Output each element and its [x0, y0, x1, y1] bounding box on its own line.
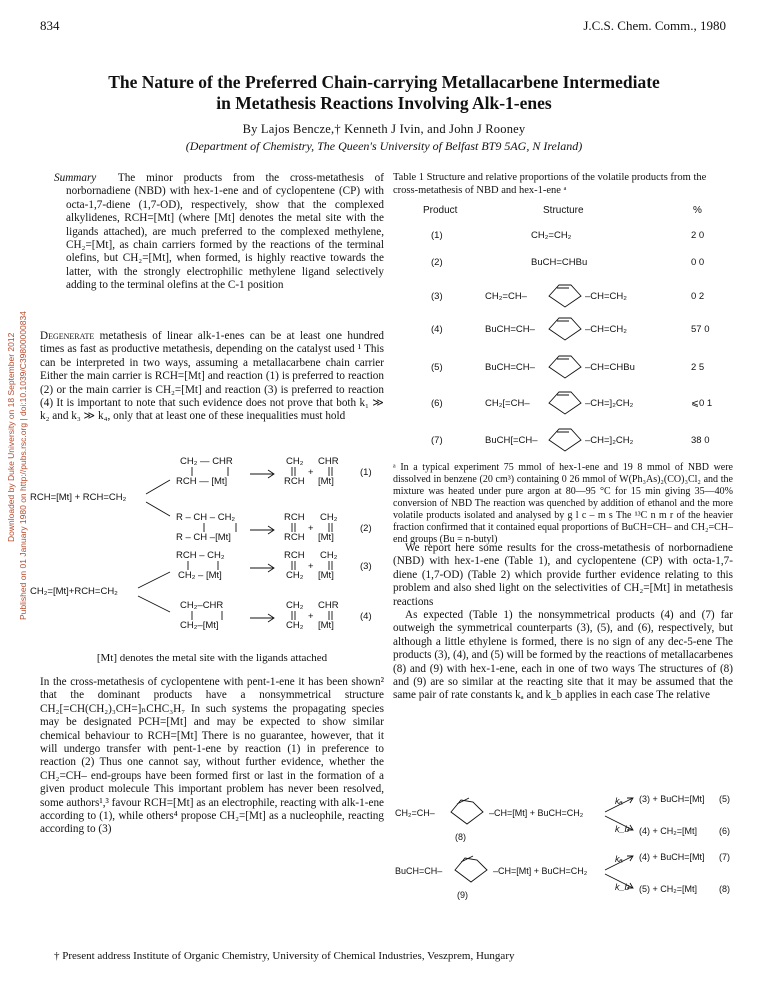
intro-lead: Degenerate [40, 330, 95, 342]
summary [54, 172, 384, 293]
cyclopentene-ring-icon [545, 315, 585, 343]
article-title [40, 72, 728, 114]
r2-product-2-top: CH₂ [320, 512, 338, 523]
table-cell-structure-right: –CH=CH₂ [585, 324, 627, 335]
summary-text: The minor products from the cross-metathesis of norbornadiene (NBD) with hex-1-ene and of cyclopentene (CP) with octa-1,7-diene (1,7-OD), respectively, show that the complexed alkylidenes, RCH=[Mt] (where [Mt] denotes the metal site with the ligands attached), are much preferred to the complexed methylene, CH₂=[Mt], as chain carriers formed by the reactions of the terminal olefins, but CH₂=[Mt], when formed, is highly reactive towards the latter, with the strongly electrophilic methylene ligand selectively adding to the terminal olefins at the C-1 position [66, 172, 385, 292]
table-cell-structure-left: CH₂=CH₂ [531, 230, 572, 241]
table-cell-product: (7) [431, 435, 443, 446]
title-line-2: in Metathesis Reactions Involving Alk-1-enes [216, 93, 552, 113]
r2-product-1-top: RCH [284, 512, 305, 523]
eq-number-6: (6) [719, 826, 730, 836]
title-line-1: The Nature of the Preferred Chain-carrying Metallacarbene Intermediate [108, 72, 660, 92]
table-cell-structure-left: BuCH=CHBu [531, 257, 588, 268]
s8-ka: kₐ [615, 796, 623, 806]
r4-plus: + [308, 611, 314, 622]
r3-forward-arrow [250, 564, 274, 572]
r1-product-2-top: CHR [318, 456, 339, 467]
eq-number-1: (1) [360, 467, 372, 478]
table-header-structure: Structure [543, 205, 584, 216]
table-cell-percent: ⩽0 1 [691, 398, 713, 409]
r3-plus: + [308, 561, 314, 572]
eq-number-7: (7) [719, 852, 730, 862]
r4-forward-arrow [250, 614, 274, 622]
intro-text: metathesis of linear alk-1-enes can be at least one hundred times as fast as productive metathesis, depending on the catalyst used ¹ This can be interpreted in two ways, assuming a metallacarbene chain carrier Either the main carrier is RCH=[Mt] and reaction (1) is preferred to reaction (2) or the main carrier is CH₂=[Mt] and reaction (3) is preferred to reaction (4) It is important to note that such evidence does not prove that both k₁ ≫ k₂ and k₃ ≫ k₄, only that at least one of these inequalities must hold [40, 330, 385, 423]
r1-product-1-top: CH₂ [286, 456, 304, 467]
r1-product-1-bottom: RCH [284, 476, 305, 487]
r2-branch-arrow [146, 502, 170, 516]
paragraph-3-text: We report here some results for the cross-metathesis of norbornadiene (NBD) with hex-1-ene (Table 1), and cyclopentene (CP) with octa-1,7-diene (1,7-OD) (Table 2) which provide further evidence relating to this problem and also shed light on the selectivities of CH₂=[Mt] in metathesis reactions [393, 542, 733, 608]
journal-header: J.C.S. Chem. Comm., 1980 [583, 18, 726, 33]
cyclopentene-ring-icon [545, 282, 585, 310]
r2-forward-arrow [250, 526, 274, 534]
table-cell-structure-right: –CH=]₂CH₂ [585, 398, 634, 409]
r3-product-1-top: RCH [284, 550, 305, 561]
r2-product-1-bottom: RCH [284, 532, 305, 543]
r4-product-1-top: CH₂ [286, 600, 304, 611]
mt-caption: [Mt] denotes the metal site with the ligands attached [96, 652, 328, 664]
table-cell-product: (3) [431, 291, 443, 302]
r1-intermediate-top: CH₂ — CHR [180, 456, 233, 467]
r4-intermediate-bottom: CH₂–[Mt] [180, 620, 219, 631]
eq-number-8: (8) [719, 884, 730, 894]
s8-product-a: (3) + BuCH=[Mt] [639, 794, 705, 804]
table-cell-structure-left: BuCH=CH– [485, 362, 535, 373]
s9-ring [455, 856, 487, 882]
r1-reagent: RCH=[Mt] + RCH=CH₂ [30, 492, 127, 503]
r1-branch-arrow [146, 480, 170, 494]
table-cell-structure-left: BuCH=CH– [485, 324, 535, 335]
eq-number-4: (4) [360, 611, 372, 622]
publication-watermark: Published on 01 January 1980 on http://pubs.rsc.org | doi:10.1039/C39800000834 [18, 311, 28, 620]
table-cell-percent: 38 0 [691, 435, 710, 446]
r1-intermediate-bottom: RCH — [Mt] [176, 476, 228, 487]
r4-product-1-bottom: CH₂ [286, 620, 304, 631]
r1-forward-arrow [250, 470, 274, 478]
s9-right: –CH=[Mt] + BuCH=CH₂ [493, 866, 588, 876]
page-number: 834 [40, 18, 60, 33]
table-cell-structure-right: –CH=]₂CH₂ [585, 435, 634, 446]
table-cell-structure-left: BuCH[=CH– [485, 435, 538, 446]
eq-number-5: (5) [719, 794, 730, 804]
s8-ring [451, 798, 483, 824]
r3-branch-arrow [138, 572, 170, 588]
affiliation: (Department of Chemistry, The Queen's University of Belfast BT9 5AG, N Ireland) [185, 139, 583, 153]
cyclopentene-ring-icon [545, 353, 585, 381]
r2-intermediate-top: R – CH – CH₂ [176, 512, 236, 523]
r3-product-2-top: CH₂ [320, 550, 338, 561]
table-header-product: Product [423, 205, 458, 216]
table-caption: Table 1 Structure and relative proportions of the volatile products from the cross-metathesis of NBD and hex-1-ene ᵃ [393, 172, 707, 196]
s9-ka: kₐ [615, 854, 623, 864]
cyclopentene-ring-icon [545, 426, 585, 454]
r1-plus: + [308, 467, 314, 478]
table-cell-structure-left: CH₂=CH– [485, 291, 527, 302]
reaction-scheme-right [393, 790, 743, 902]
table-cell-product: (4) [431, 324, 443, 335]
table-cell-percent: 2 5 [691, 362, 705, 373]
table-cell-product: (1) [431, 230, 443, 241]
summary-label: Summary [54, 172, 97, 184]
table-cell-percent: 0 2 [691, 291, 705, 302]
r3-reagent: CH₂=[Mt]+RCH=CH₂ [30, 586, 118, 597]
eq-number-3: (3) [360, 561, 372, 572]
s8-right: –CH=[Mt] + BuCH=CH₂ [489, 808, 584, 818]
r4-product-2-bottom: [Mt] [318, 620, 334, 631]
footnote: † Present address Institute of Organic Chemistry, University of Chemical Industries, Veszprem, Hungary [54, 950, 515, 962]
s9-left: BuCH=CH– [395, 866, 443, 876]
table-cell-product: (5) [431, 362, 443, 373]
download-watermark: Downloaded by Duke University on 18 September 2012 [6, 332, 16, 542]
table-cell-product: (6) [431, 398, 443, 409]
s9-product-b: (5) + CH₂=[Mt] [639, 884, 698, 894]
s9-label: (9) [457, 890, 468, 900]
r2-product-2-bottom: [Mt] [318, 532, 334, 543]
table-cell-percent: 2 0 [691, 230, 705, 241]
table-cell-product: (2) [431, 257, 443, 268]
table-footnote: ᵃ In a typical experiment 75 mmol of hex-1-ene and 19 8 mmol of NBD were dissolved in benzene (20 cm³) containing 0 26 mmol of W(Ph₃As)₂(CO)₃Cl₂ and the mixture was heated under pure argon at 80—95 °C for 15 min giving 35—40% conversion of NBD The reaction was quenched by addition of ethanol and the more volatile products isolated and analysed by g l c – m s The ¹³C n m r of the heavier fraction confirmed that it contained equal proportions of BuCH=CH– and CH₂=CH– end groups (Bu = n-butyl) [393, 462, 733, 545]
paragraph-4-text: As expected (Table 1) the nonsymmetrical products (4) and (7) far outweigh the symmetrical counterparts (3), (5), and (6), respectively, but although a little ethylene is formed, there is no sign of any dec-5-ene The products (3), (4), and (5) will be formed by the reactions of metallacarbenes (8) and (9) with hex-1-ene, each in one of two ways The structures of (8) and (9) are so similar at the reacting site that it may be assumed that the same pair of rate constants kₐ and k_b applies in each case The relative [393, 609, 733, 702]
paragraph-3 [393, 542, 733, 703]
intro-paragraph [40, 330, 384, 424]
paragraph-2: In the cross-metathesis of cyclopentene with pent-1-ene it has been shown² that the dominant products have a nonsymmetrical structure CH₂[=CH(CH₂)₃CH=]ₙCHC₃H₇ In such systems the propagating species may be designated PCH=[Mt] and may be expected to show similar chemical behaviour to RCH=[Mt] There is no guarantee, however, that it will undergo transfer with pent-1-ene by reaction (1) in preference to reaction (2) Thus one cannot say, without further evidence, whether the CH₂=CH– end-groups have been formed first or last in the formation of a given product molecule This important problem has never been resolved, some authors¹,³ favour RCH=[Mt] as an electrophile, reacting with alk-1-ene according to (1), while others⁴ propose CH₂=[Mt] as a nucleophile, reacting according to (3) [40, 676, 384, 836]
table-cell-structure-right: –CH=CH₂ [585, 291, 627, 302]
s9-product-a: (4) + BuCH=[Mt] [639, 852, 705, 862]
authors: By Lajos Bencze,† Kenneth J Ivin, and John J Rooney [242, 122, 526, 136]
s8-label: (8) [455, 832, 466, 842]
table-header-percent: % [693, 205, 702, 216]
s8-product-b: (4) + CH₂=[Mt] [639, 826, 698, 836]
r3-intermediate-top: RCH – CH₂ [176, 550, 225, 561]
r4-product-2-top: CHR [318, 600, 339, 611]
r2-intermediate-bottom: R – CH –[Mt] [176, 532, 231, 543]
r1-product-2-bottom: [Mt] [318, 476, 334, 487]
r3-product-2-bottom: [Mt] [318, 570, 334, 581]
table-cell-percent: 0 0 [691, 257, 705, 268]
table-cell-structure-left: CH₂[=CH– [485, 398, 530, 409]
s8-kb: k_b [615, 824, 630, 834]
r3-product-1-bottom: CH₂ [286, 570, 304, 581]
table-cell-percent: 57 0 [691, 324, 710, 335]
cyclopentene-ring-icon [545, 389, 585, 417]
r3-intermediate-bottom: CH₂ – [Mt] [178, 570, 222, 581]
eq-number-2: (2) [360, 523, 372, 534]
r4-intermediate-top: CH₂–CHR [180, 600, 224, 611]
reaction-scheme-left [28, 452, 388, 634]
s9-kb: k_b [615, 882, 630, 892]
table-cell-structure-right: –CH=CHBu [585, 362, 635, 373]
r2-plus: + [308, 523, 314, 534]
s8-left: CH₂=CH– [395, 808, 435, 818]
r4-branch-arrow [138, 596, 170, 612]
